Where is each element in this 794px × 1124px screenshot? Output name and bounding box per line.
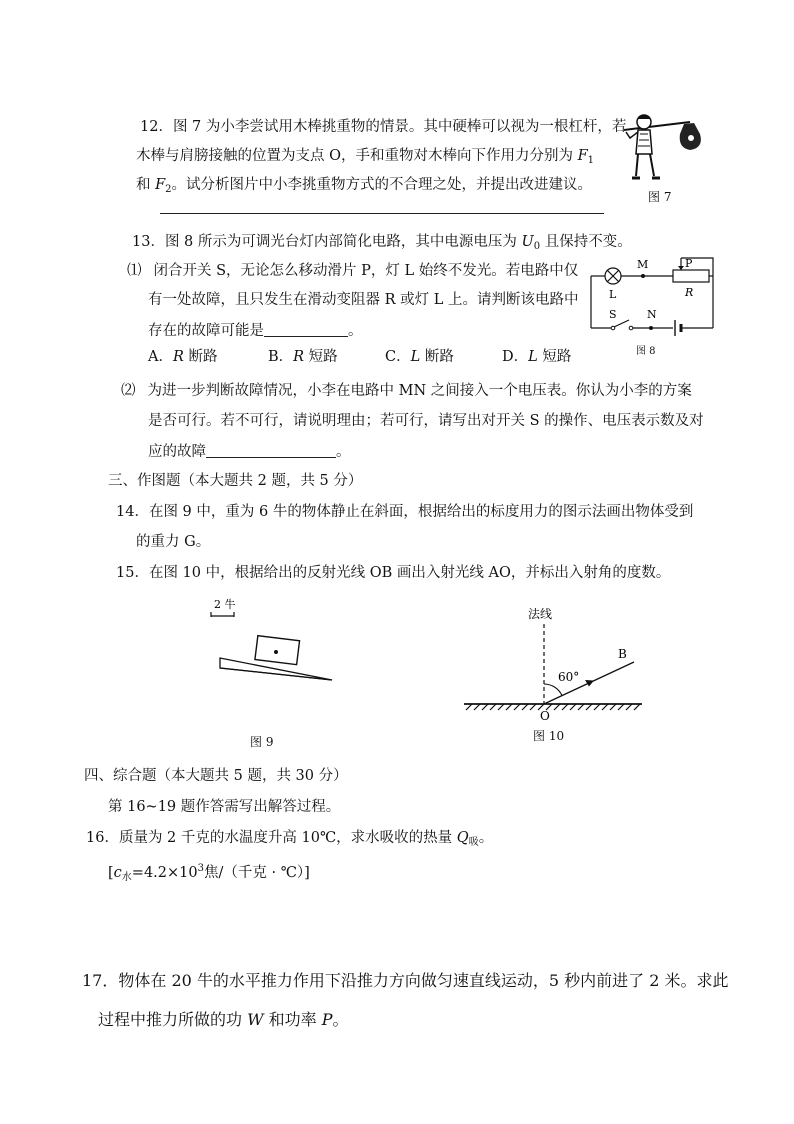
- q14-line2: 的重力 G。: [136, 534, 211, 550]
- point-b-label: B: [618, 647, 627, 661]
- option-c-text: 断路: [420, 349, 454, 365]
- scale-bar: [211, 612, 234, 617]
- q12-text-line2: 木棒与肩膀接触的位置为支点 O，手和重物对木棒向下作用力分别为: [136, 148, 578, 164]
- q13-part2-line2: [148, 414, 704, 429]
- section-3-heading: 三、作图题（本大题共 2 题，共 5 分）: [108, 473, 363, 489]
- q13-intro-pre: 图 8 所示为可调光台灯内部简化电路，其中电源电压为: [164, 234, 522, 250]
- figure-8-caption: 图 8: [636, 346, 656, 357]
- option-c-symbol: L: [410, 349, 421, 365]
- q12-f2-subscript: 2: [165, 184, 172, 195]
- option-d-text: 短路: [537, 349, 572, 365]
- q13-part2-line3: [148, 443, 351, 460]
- q13-part2-period: 。: [336, 444, 351, 460]
- q13-part2-text-line3: 应的故障: [148, 444, 206, 460]
- q12-f1-symbol: F: [577, 148, 588, 164]
- q12-f1-subscript: 1: [587, 155, 595, 166]
- q13-part1-text-line1: 闭合开关 S，无论怎么移动滑片 P，灯 L 始终不发光。若电路中仅: [153, 263, 579, 279]
- figure-10-reflection-diagram: [458, 600, 658, 724]
- q12-answer-line: [160, 213, 604, 214]
- formula-unit: 焦/（千克 · ℃）]: [203, 865, 310, 881]
- block-on-incline: [255, 636, 300, 665]
- q14-text-line1: 在图 9 中，重为 6 牛的物体静止在斜面，根据给出的标度用力的图示法画出物体受到: [148, 504, 694, 520]
- angle-arc: [544, 684, 562, 696]
- q13-option-b[interactable]: [268, 350, 338, 365]
- q13-part2-text-line1: 为进一步判断故障情况，小李在电路中 MN 之间接入一个电压表。你认为小李的方案: [147, 383, 692, 399]
- rheostat-symbol: [673, 270, 709, 282]
- circuit-label-r: R: [685, 286, 694, 299]
- q12-line2: [136, 149, 594, 166]
- q13-part1-text-line3: 存在的故障可能是: [148, 323, 264, 339]
- q13-option-a[interactable]: [148, 350, 218, 365]
- node-m-dot: [641, 274, 645, 278]
- q13-part2-marker: ⑵: [121, 383, 136, 399]
- q17-text-line2-mid: 和功率: [263, 1010, 322, 1029]
- option-b-letter: B．: [268, 349, 294, 365]
- q13-option-d[interactable]: [502, 350, 571, 365]
- section-4-note: 第 16~19 题作答需写出解答过程。: [108, 799, 341, 815]
- q16-number: 16．: [86, 830, 119, 846]
- q13-option-c[interactable]: [385, 350, 454, 365]
- q17-text-line2-post: 。: [332, 1010, 349, 1029]
- circuit-label-s: S: [609, 308, 617, 321]
- formula-exponent: 3: [197, 863, 204, 874]
- circuit-label-n: N: [647, 308, 657, 321]
- q12-number: 12．: [140, 119, 173, 135]
- q13-part1-line3: [148, 322, 363, 339]
- figure-9-incline-diagram: [206, 596, 346, 686]
- q13-u-subscript: 0: [533, 241, 541, 252]
- mirror-hatching: [466, 704, 640, 710]
- q12-line1: [140, 120, 626, 135]
- option-d-symbol: L: [528, 349, 538, 365]
- q12-f2-symbol: F: [155, 177, 166, 193]
- q12-line3: [136, 178, 592, 195]
- option-c-letter: C．: [385, 349, 411, 365]
- q14-line1: [116, 505, 693, 520]
- option-a-symbol: R: [172, 349, 184, 365]
- formula-c-subscript: 水: [121, 872, 132, 883]
- option-d-letter: D．: [502, 349, 529, 365]
- q15-line1: [116, 566, 670, 581]
- node-n-dot: [649, 326, 653, 330]
- option-a-letter: A．: [148, 349, 173, 365]
- q16-formula: [108, 864, 310, 883]
- figure-8-circuit-diagram: [585, 254, 720, 340]
- figure-10-caption: 图 10: [533, 729, 565, 743]
- circuit-label-p: P: [685, 257, 693, 270]
- q17-text-line2-pre: 过程中推力所做的功: [98, 1010, 248, 1029]
- q13-part2-line1: [121, 384, 692, 399]
- q13-part2-text-line2: 是否可行。若不可行，请说明理由；若可行，请写出对开关 S 的操作、电压表示数及对: [148, 413, 704, 429]
- q16-line1: [86, 831, 493, 848]
- figure-7-person-illustration: [618, 108, 706, 184]
- q12-text-line3-pre: 和: [136, 177, 156, 193]
- q16-q-subscript: 吸: [468, 837, 479, 848]
- q17-p-symbol: P: [321, 1010, 333, 1029]
- formula-open-bracket: [: [108, 865, 114, 881]
- option-b-symbol: R: [293, 349, 305, 365]
- circuit-label-l: L: [609, 288, 617, 301]
- q17-line2: [98, 1012, 349, 1028]
- q12-text-line1: 图 7 为小李尝试用木棒挑重物的情景。其中硬棒可以视为一根杠杆，若: [172, 119, 627, 135]
- q16-text-post: 。: [478, 830, 494, 846]
- q13-u-symbol: U: [521, 234, 534, 250]
- q17-w-symbol: W: [247, 1010, 264, 1029]
- formula-value: =4.2×10: [131, 865, 198, 881]
- q16-q-symbol: Q: [456, 830, 469, 846]
- figure-9-caption: 图 9: [250, 735, 274, 749]
- point-o-label: O: [540, 709, 550, 723]
- switch-symbol: [614, 320, 629, 327]
- q13-number: 13．: [132, 234, 165, 250]
- q13-part1-line1: [127, 264, 578, 279]
- q13-intro: [132, 235, 632, 252]
- q13-part1-marker: ⑴: [127, 263, 142, 279]
- section-4-heading: 四、综合题（本大题共 5 题，共 30 分）: [84, 768, 348, 784]
- q17-text-line1: 物体在 20 牛的水平推力作用下沿推力方向做匀速直线运动，5 秒内前进了 2 米。求此: [118, 971, 729, 990]
- figure-7-caption: 图 7: [648, 190, 672, 204]
- q15-number: 15．: [116, 565, 149, 581]
- circuit-label-m: M: [637, 258, 649, 271]
- q15-text-line1: 在图 10 中，根据给出的反射光线 OB 画出入射光线 AO，并标出入射角的度数。: [148, 565, 671, 581]
- q13-part1-period: 。: [348, 323, 363, 339]
- option-a-text: 断路: [183, 349, 218, 365]
- q12-text-line3-post: 。试分析图片中小李挑重物方式的不合理之处，并提出改进建议。: [171, 177, 593, 193]
- normal-label: 法线: [528, 607, 553, 621]
- ray-arrowhead: [585, 680, 594, 687]
- q17-number: 17．: [82, 971, 119, 990]
- angle-label: 60°: [558, 670, 580, 684]
- q13-intro-post: 且保持不变。: [540, 234, 632, 250]
- q13-part1-line2: [148, 293, 578, 308]
- q14-number: 14．: [116, 504, 149, 520]
- q13-part1-text-line2: 有一处故障，且只发生在滑动变阻器 R 或灯 L 上。请判断该电路中: [148, 292, 579, 308]
- lamp-symbol: [605, 268, 621, 284]
- scale-label: 2 牛: [214, 598, 236, 611]
- q13-part1-answer-blank[interactable]: [264, 322, 348, 337]
- q17-line1: [82, 973, 729, 989]
- formula-c-symbol: c: [113, 865, 122, 881]
- q13-part2-answer-blank[interactable]: [206, 443, 336, 458]
- option-b-text: 短路: [304, 349, 338, 365]
- q16-text-pre: 质量为 2 千克的水温度升高 10℃，求水吸收的热量: [118, 830, 457, 846]
